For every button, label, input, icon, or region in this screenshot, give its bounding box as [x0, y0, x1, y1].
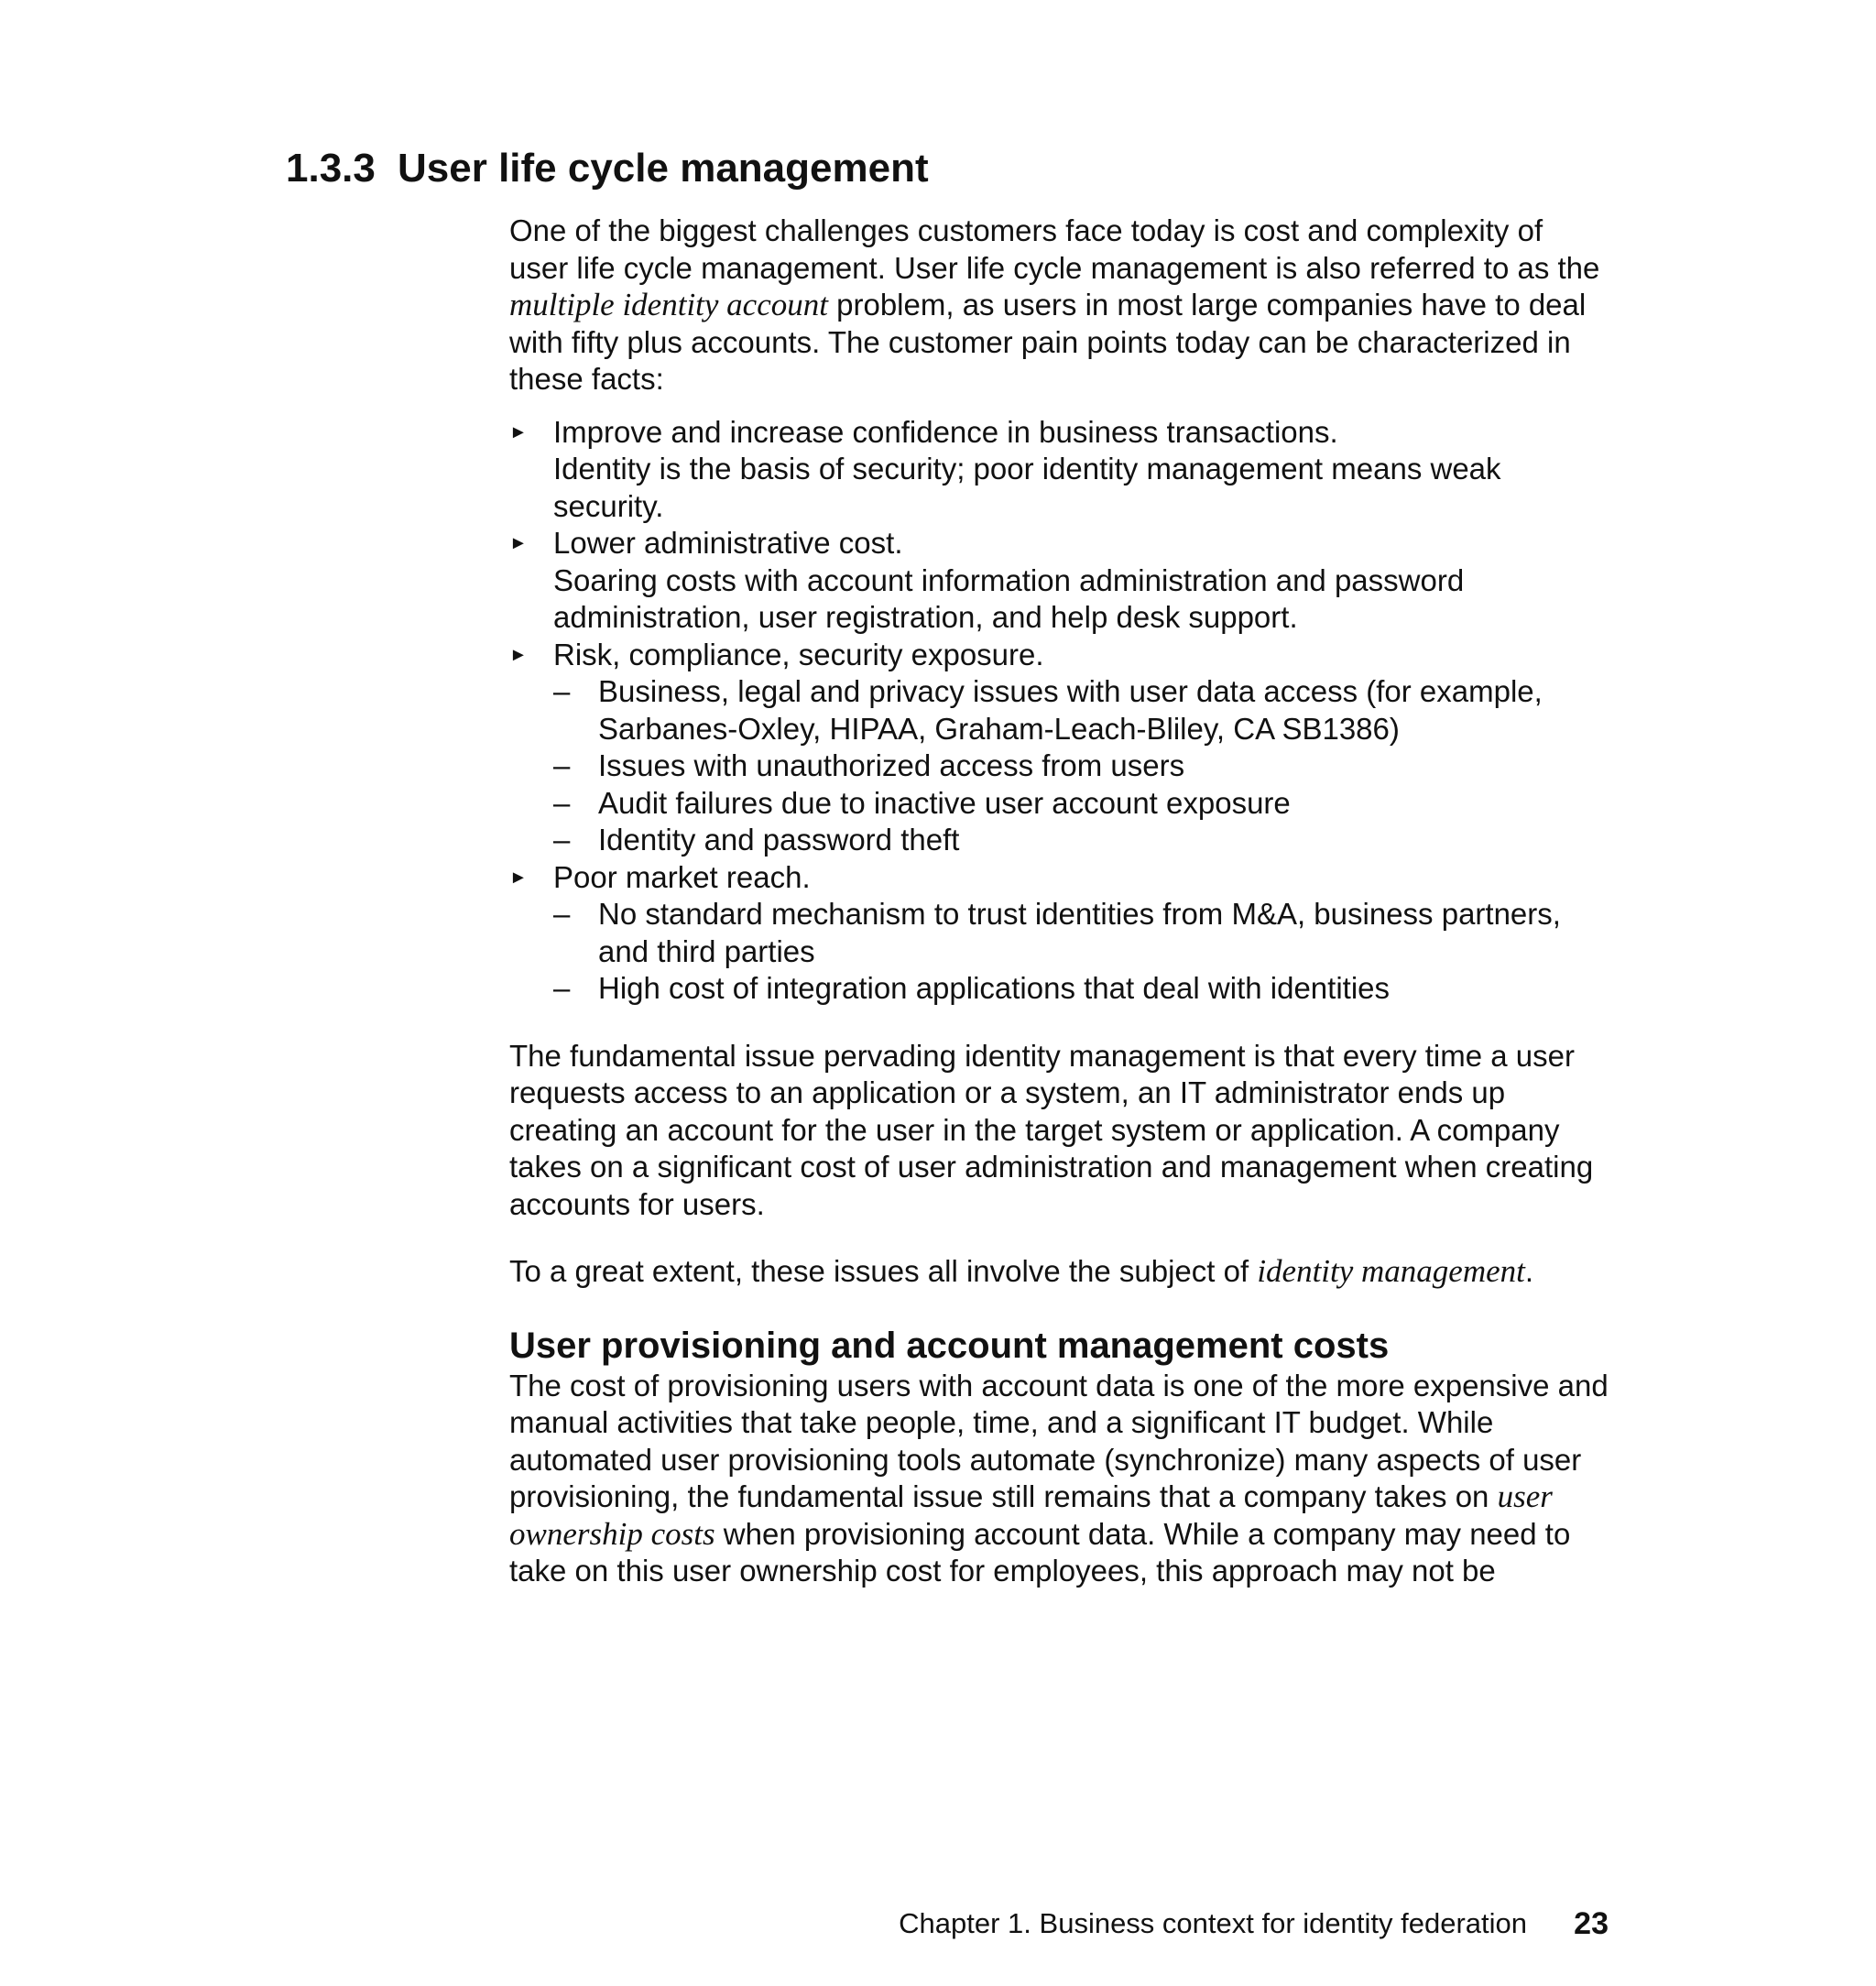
intro-paragraph: [509, 213, 1609, 398]
intro-emphasis: multiple identity account: [509, 287, 828, 322]
dash-item: [509, 785, 1609, 823]
subsection-emphasis: user ownership costs: [509, 1479, 1553, 1552]
dash-item: [509, 747, 1609, 785]
subsection-heading: User provisioning and account management costs: [509, 1325, 1390, 1366]
subsection-text-end: when provisioning account data. While a company may need to take on this user ownership cost for employees, this approach may not be: [509, 1516, 1571, 1588]
dash-item: [509, 970, 1609, 1008]
bullet-detail: Soaring costs with account information administration and password administration, user registration, and help desk support.: [553, 562, 1465, 634]
extent-paragraph: [509, 1253, 1609, 1291]
dash-marker: –: [553, 823, 571, 857]
section-title: User life cycle management: [398, 146, 929, 191]
extent-text: To a great extent, these issues all involve the subject of: [509, 1254, 1258, 1288]
bullet-arrow-icon: ►: [509, 421, 528, 442]
page-number: 23: [1574, 1906, 1609, 1941]
bullet-label: Lower administrative cost.: [553, 526, 903, 560]
dash-item-text: Identity and password theft: [598, 823, 960, 857]
dash-item-text: High cost of integration applications that deal with identities: [598, 971, 1391, 1005]
bullet-detail: Identity is the basis of security; poor identity management means weak security.: [553, 452, 1501, 523]
bullet-label: Poor market reach.: [553, 859, 811, 894]
subsection-text: The cost of provisioning users with account data is one of the more expensive and manual activities that take people, time, and a significant IT budget. While automated user provisioning tools automate (synchronize) many aspects of user provisioning, the fundamental issue still remains that a company takes on: [509, 1368, 1609, 1513]
body-text: [509, 213, 1609, 1590]
dash-item-text: Issues with unauthorized access from users: [598, 748, 1185, 782]
extent-emphasis: identity management: [1257, 1253, 1525, 1289]
dash-marker: –: [553, 897, 571, 931]
extent-text-end: .: [1524, 1254, 1534, 1288]
dash-item: [509, 673, 1609, 747]
bullet-label: Improve and increase confidence in business transactions.: [553, 414, 1338, 449]
section-heading: [286, 145, 929, 192]
dash-item-text: Audit failures due to inactive user account exposure: [598, 785, 1291, 820]
bullet-label: Risk, compliance, security exposure.: [553, 637, 1044, 671]
section-number: 1.3.3: [286, 146, 376, 191]
dash-marker: –: [553, 674, 571, 708]
bullet-item: [509, 637, 1609, 674]
dash-marker: –: [553, 785, 571, 820]
bullet-item: [509, 525, 1609, 562]
intro-text: One of the biggest challenges customers face today is cost and complexity of user life cycle management. User life cycle management is also referred to as the: [509, 213, 1600, 285]
bullet-arrow-icon: ►: [509, 867, 528, 888]
footer-chapter-title: Chapter 1. Business context for identity federation: [899, 1907, 1527, 1939]
dash-item-text: Business, legal and privacy issues with user data access (for example, Sarbanes-Oxley, HIPAA, Graham-Leach-Bliley, CA SB1386): [598, 674, 1543, 746]
bullet-item: [509, 414, 1609, 452]
bullet-arrow-icon: ►: [509, 644, 528, 665]
fundamental-paragraph: The fundamental issue pervading identity management is that every time a user requests access to an application or a system, an IT administrator ends up creating an account for the user in the target system or application. A company takes on a significant cost of user administration and management when creating accounts for users.: [509, 1038, 1594, 1221]
bullet-arrow-icon: ►: [509, 533, 528, 553]
dash-marker: –: [553, 748, 571, 782]
dash-marker: –: [553, 971, 571, 1005]
dash-item: [509, 822, 1609, 859]
bullet-item: [509, 859, 1609, 897]
subsection-paragraph: [509, 1368, 1609, 1590]
dash-item: [509, 896, 1609, 970]
dash-item-text: No standard mechanism to trust identities from M&A, business partners, and third parties: [598, 897, 1561, 968]
page-footer: [0, 1904, 1609, 1944]
intro-text-end: problem, as users in most large companies have to deal with fifty plus accounts. The customer pain points today can be characterized in these facts:: [509, 288, 1587, 396]
